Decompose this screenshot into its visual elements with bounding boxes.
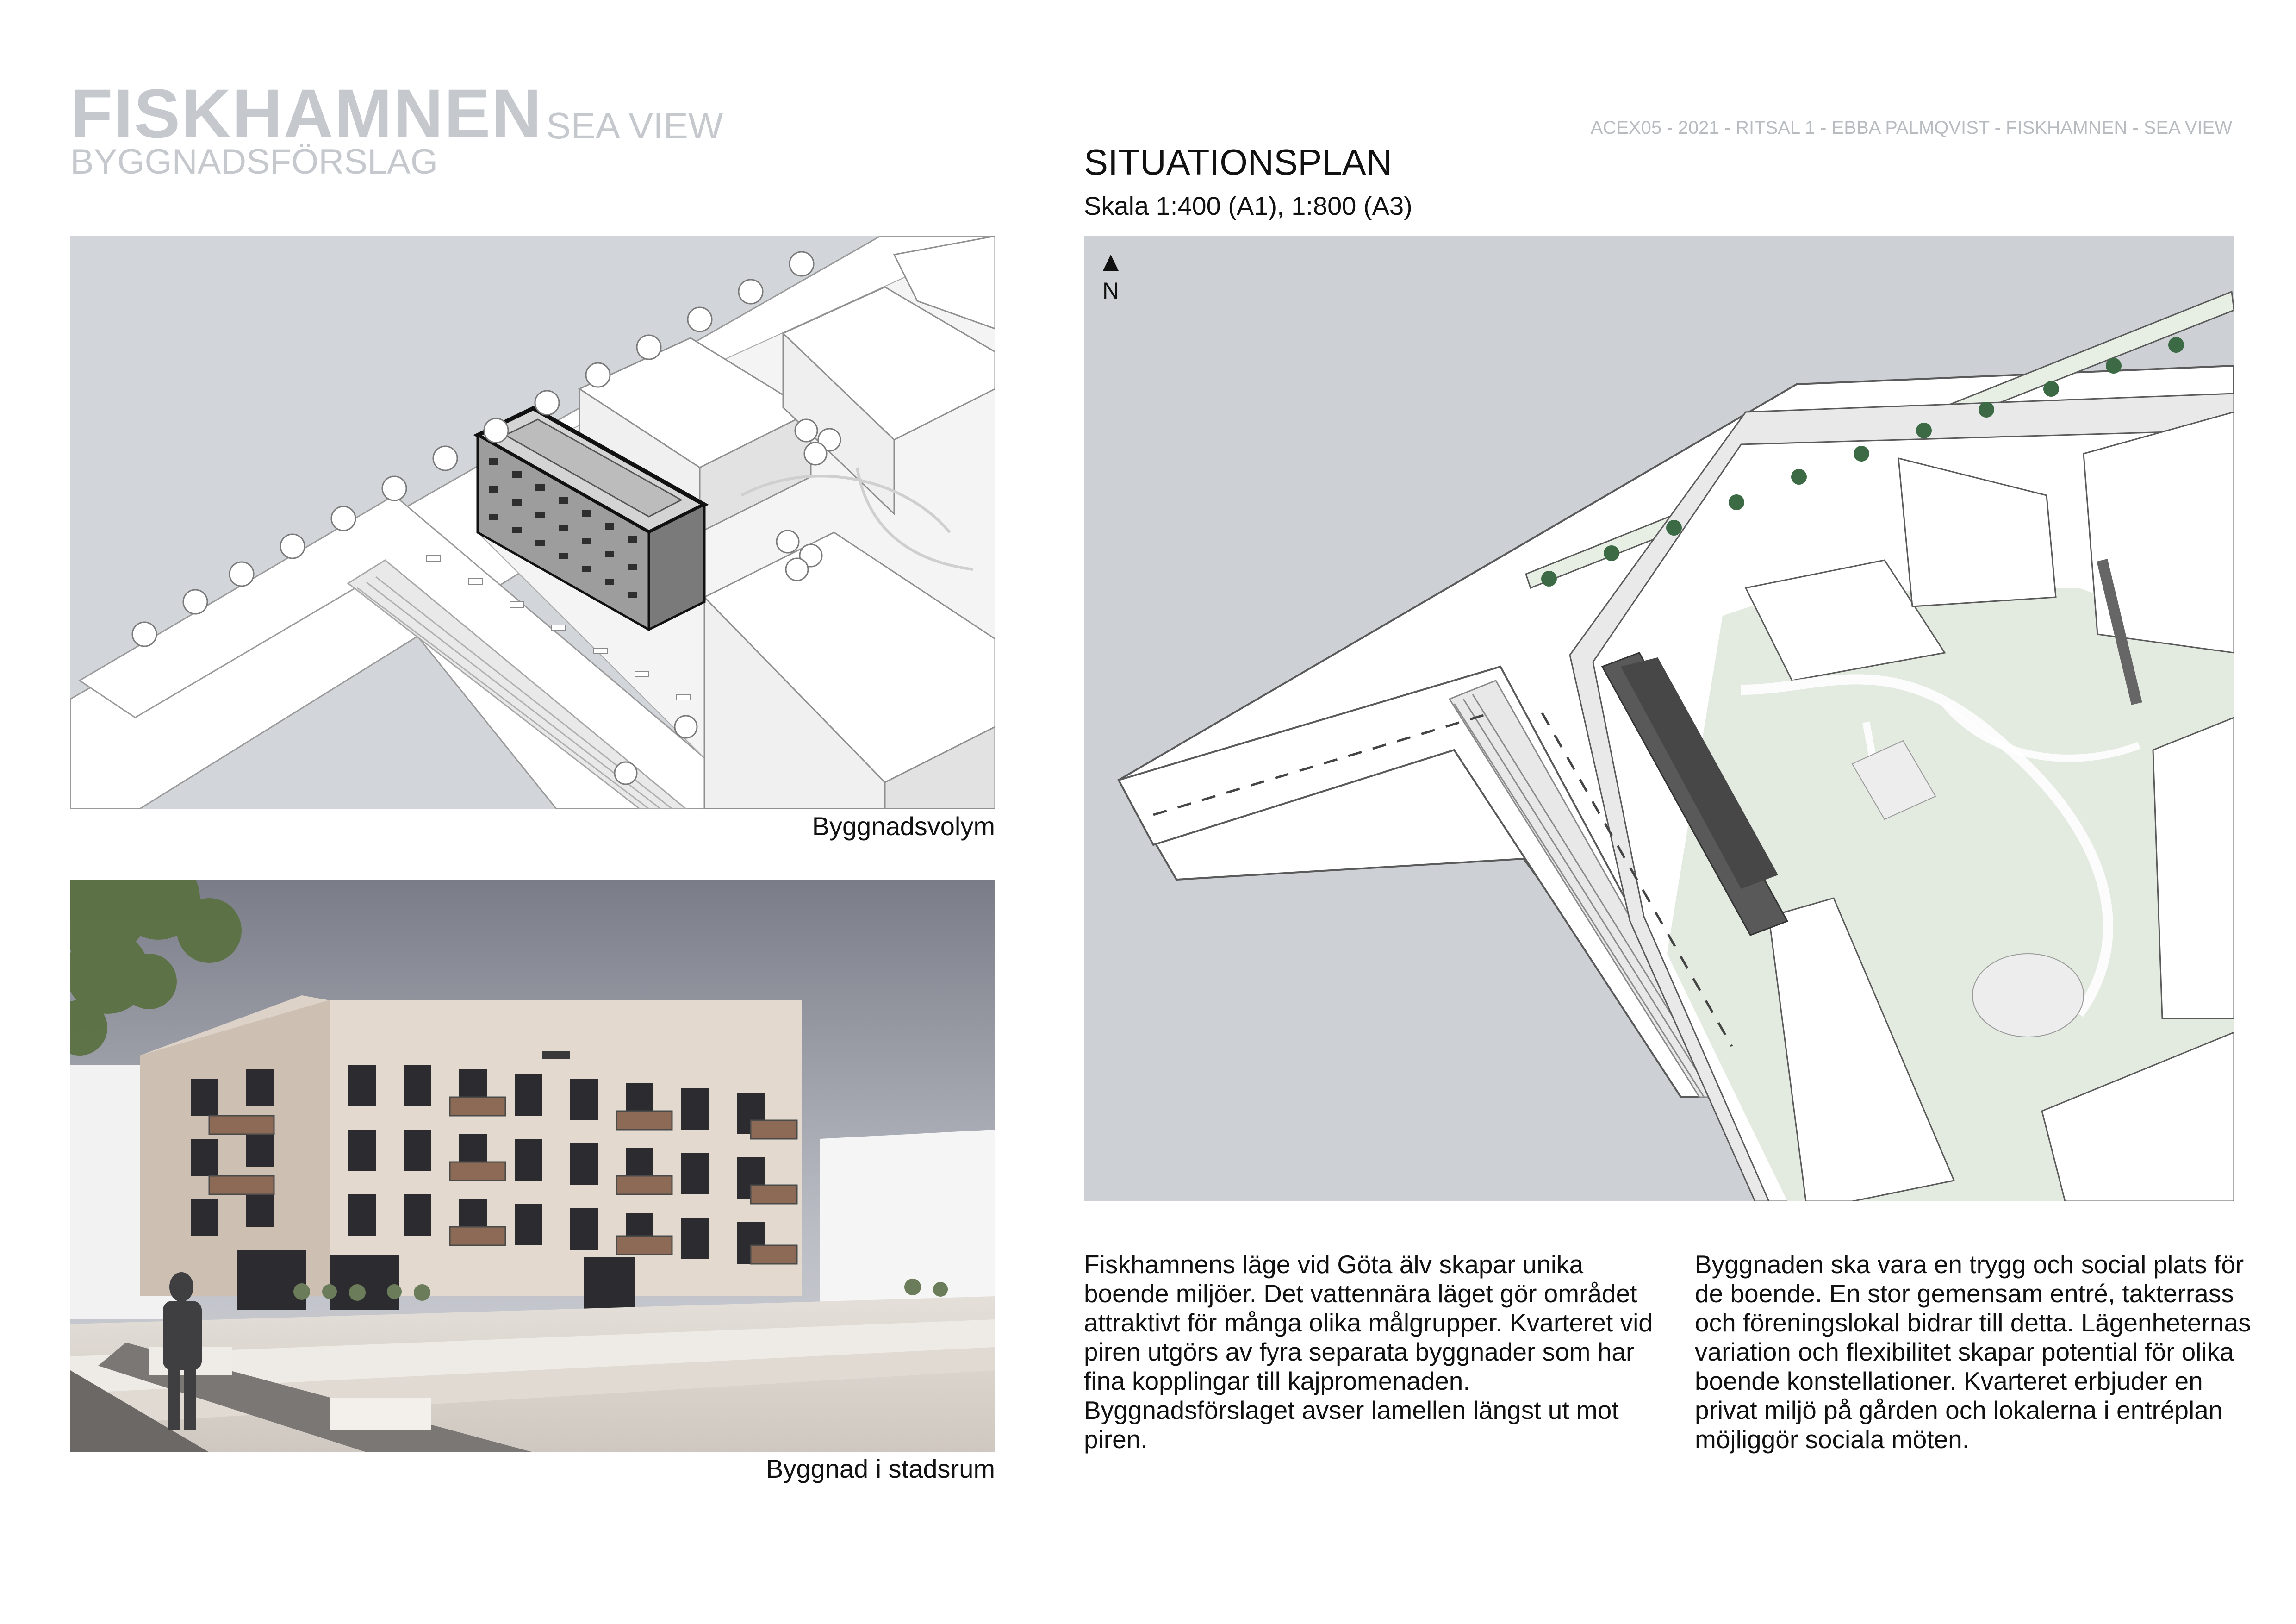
street-caption: Byggnad i stadsrum bbox=[766, 1454, 995, 1483]
right-paragraph bbox=[1695, 1250, 2269, 1454]
credit-line: ACEX05 - 2021 - RITSAL 1 - EBBA PALMQVIST - FISKHAMNEN - SEA VIEW bbox=[1590, 118, 2232, 138]
page-subtitle: BYGGNADSFÖRSLAG bbox=[70, 142, 438, 181]
page-title-suffix: SEA VIEW bbox=[546, 105, 723, 146]
left-paragraph-text: Fiskhamnens läge vid Göta älv skapar unika boende miljöer. Det vattennära läget gör området attraktivt för många olika målgrupper. Kvarteret vid piren utgörs av fyra separata byggnader som har fina kopplingar till kajpromenaden. Byggnadsförslaget avser lamellen längst ut mot piren. bbox=[1084, 1250, 1653, 1454]
site-plan-title: SITUATIONSPLAN bbox=[1084, 142, 1393, 182]
site-plan-map bbox=[1084, 236, 2234, 1201]
page-title: FISKHAMNEN bbox=[70, 75, 542, 152]
site-plan-scale: Skala 1:400 (A1), 1:800 (A3) bbox=[1084, 191, 1412, 220]
volume-axonometric-image bbox=[70, 236, 995, 809]
left-paragraph bbox=[1084, 1250, 1653, 1454]
volume-caption: Byggnadsvolym bbox=[812, 812, 995, 841]
north-label: N bbox=[1102, 278, 1120, 304]
street-render-image bbox=[70, 880, 995, 1452]
right-paragraph-text: Byggnaden ska vara en trygg och social plats för de boende. En stor gemensam entré, takterrass och föreningslokal bidrar till detta. Lägenheternas variation och flexibilitet skapar potential för olika boende konstellationer. Kvarteret erbjuder en privat miljö på gården och lokalerna i entréplan möjliggör sociala möten. bbox=[1695, 1250, 2251, 1454]
